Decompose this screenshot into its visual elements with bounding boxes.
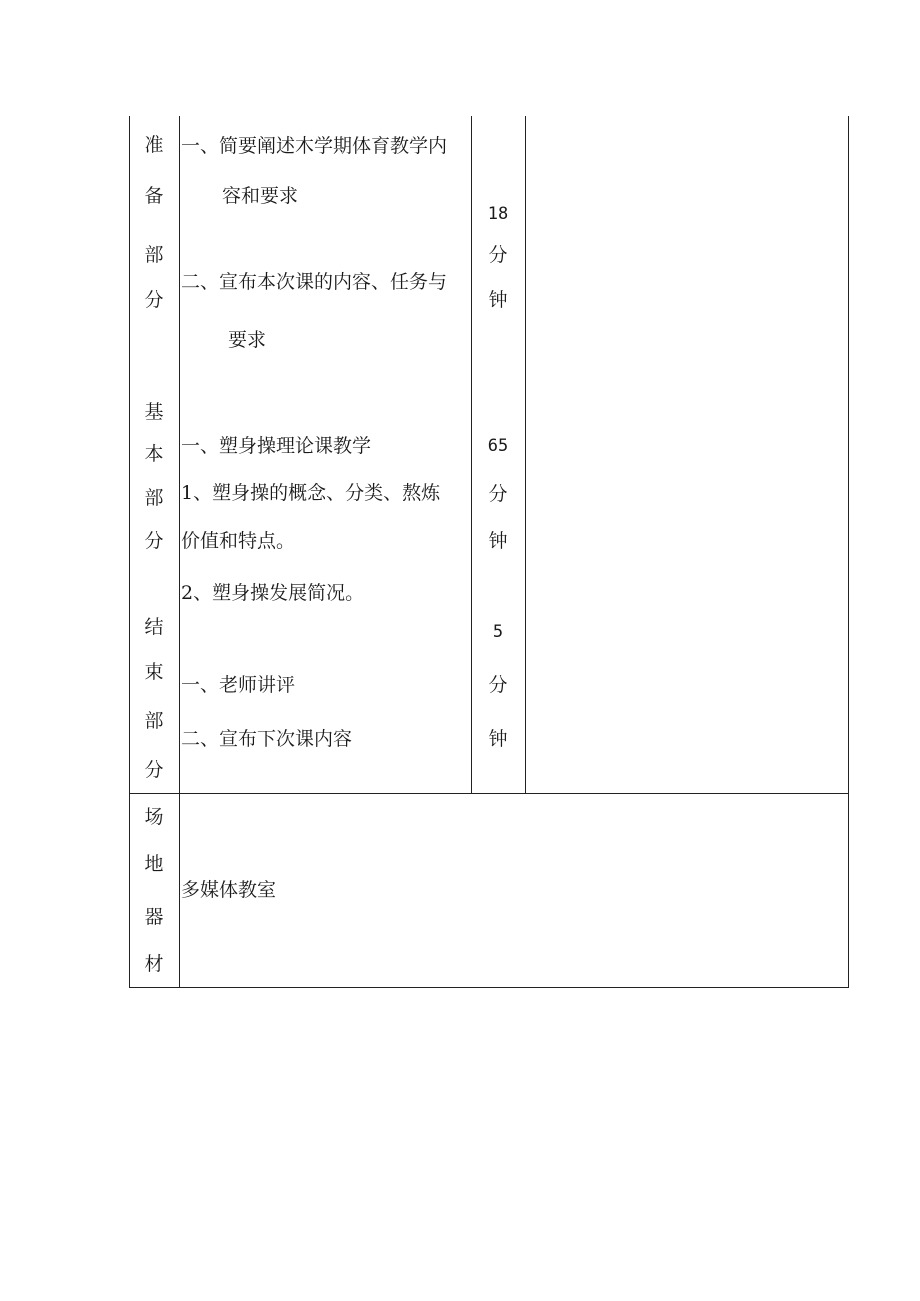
prep-duration-unit: 钟	[488, 289, 508, 311]
bottom-border	[129, 987, 849, 988]
venue-label-char: 场	[144, 806, 164, 828]
prep-item: 二、宣布本次课的内容、任务与	[181, 271, 448, 293]
venue-label-char: 材	[144, 953, 164, 975]
content-column-divider	[471, 116, 472, 794]
basic-label-char: 分	[144, 530, 164, 552]
basic-label-char: 部	[144, 487, 164, 509]
basic-duration-unit: 钟	[488, 530, 508, 552]
prep-label-char: 分	[144, 289, 164, 311]
basic-item: 价值和特点。	[181, 530, 296, 552]
right-border	[848, 116, 849, 988]
basic-duration-unit: 分	[488, 483, 508, 505]
prep-item: 一、简要阐述木学期体育教学内	[181, 135, 448, 157]
prep-duration-value: 18	[487, 204, 509, 224]
end-label-char: 束	[144, 661, 164, 683]
basic-item: 2、塑身操发展简况。	[181, 582, 365, 604]
duration-column-divider	[525, 116, 526, 794]
basic-label-char: 本	[144, 443, 164, 465]
prep-label-char: 备	[144, 185, 164, 207]
prep-label-char: 部	[144, 244, 164, 266]
end-duration-value: 5	[492, 622, 504, 642]
basic-duration-value: 65	[487, 436, 509, 456]
end-duration-unit: 钟	[488, 728, 508, 750]
prep-label-char: 准	[144, 134, 164, 156]
end-label-char: 部	[144, 710, 164, 732]
basic-label-char: 基	[144, 401, 164, 423]
venue-label-char: 器	[144, 906, 164, 928]
prep-item: 容和要求	[222, 185, 299, 207]
end-label-char: 结	[144, 616, 164, 638]
end-item: 二、宣布下次课内容	[181, 728, 353, 750]
basic-item: 1、塑身操的概念、分类、熬炼	[181, 482, 441, 504]
basic-item: 一、塑身操理论课教学	[181, 435, 372, 457]
row-divider	[129, 793, 849, 794]
prep-duration-unit: 分	[488, 244, 508, 266]
left-border	[129, 116, 130, 988]
venue-label-char: 地	[144, 853, 164, 875]
label-column-divider	[179, 116, 180, 988]
venue-content: 多媒体教室	[181, 879, 277, 901]
end-duration-unit: 分	[488, 674, 508, 696]
end-item: 一、老师讲评	[181, 674, 296, 696]
prep-item: 要求	[228, 329, 267, 351]
end-label-char: 分	[144, 759, 164, 781]
